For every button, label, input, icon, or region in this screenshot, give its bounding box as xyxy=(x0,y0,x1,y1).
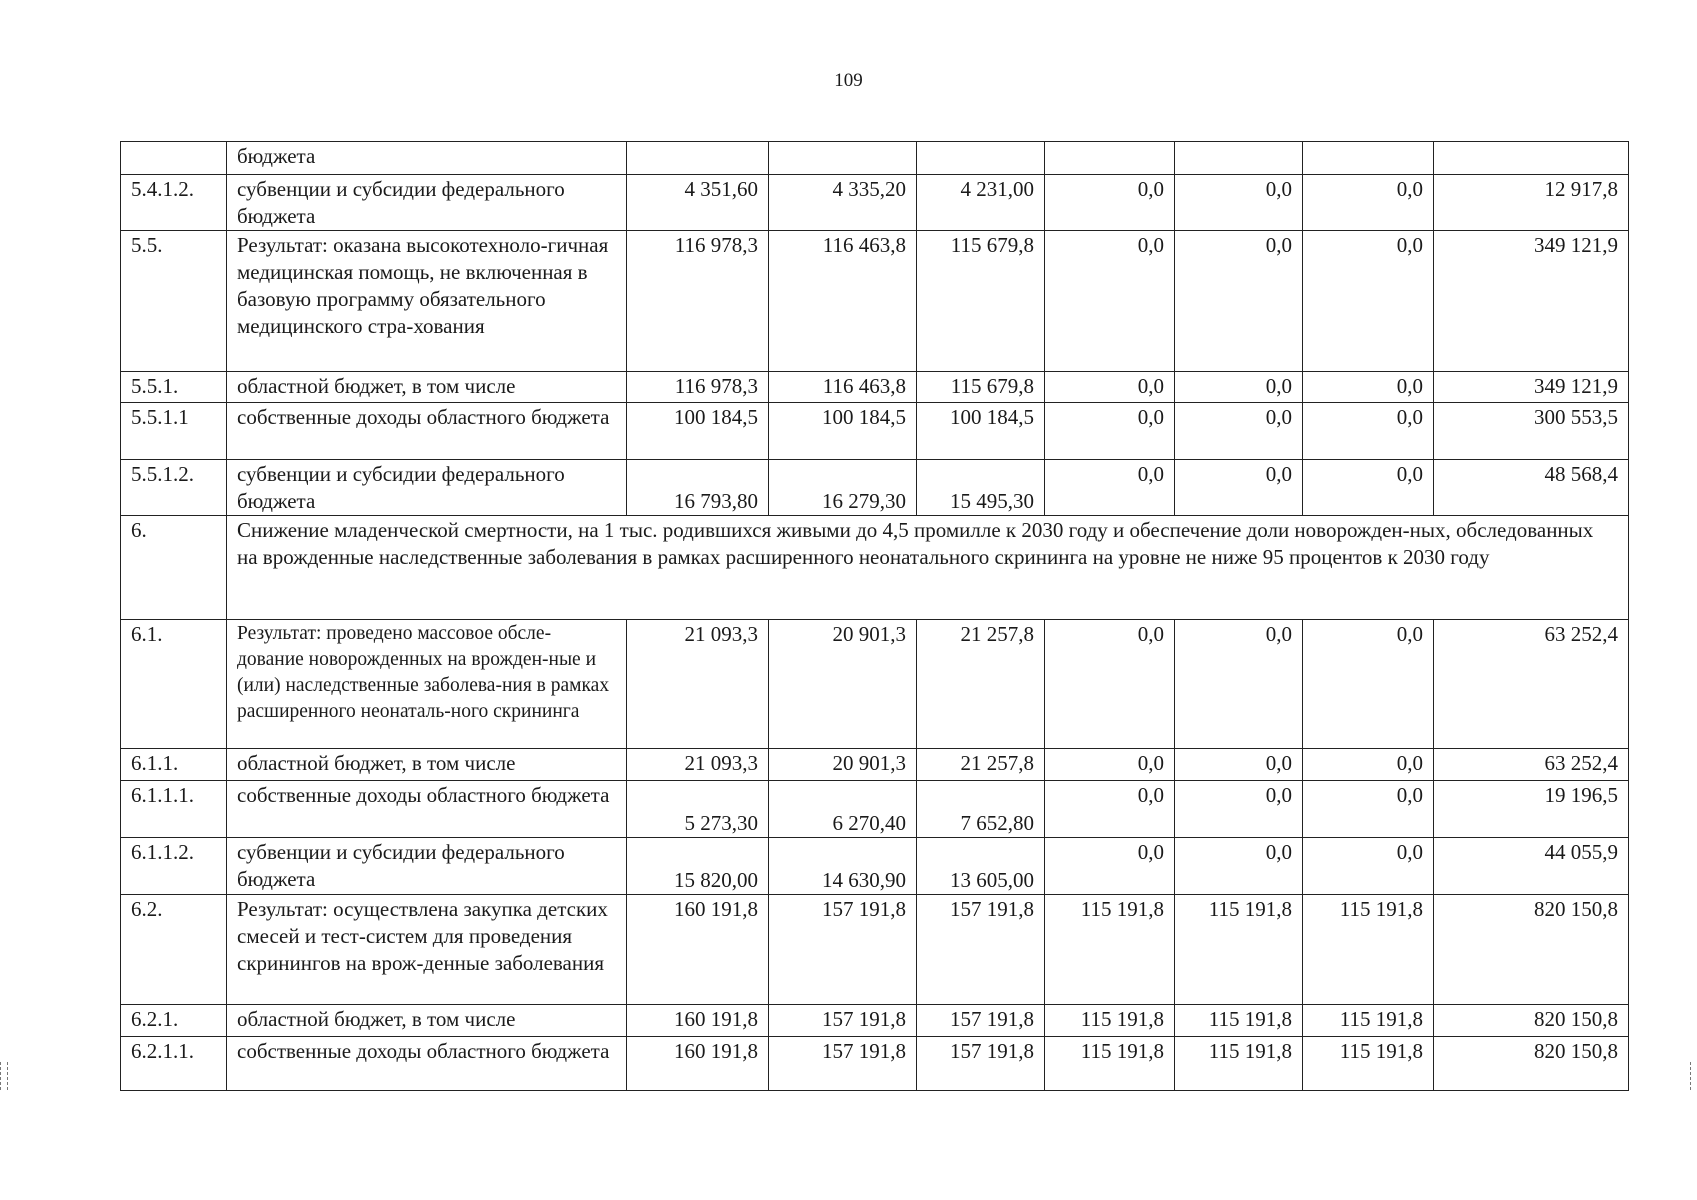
value-cell-col-3: 157 191,8 xyxy=(917,1005,1045,1037)
value-cell-col-7: 349 121,9 xyxy=(1434,231,1629,372)
table-row xyxy=(121,372,1629,403)
value-cell-col-2: 116 463,8 xyxy=(769,372,917,403)
value-cell-col-2: 16 279,30 xyxy=(769,460,917,516)
goal-text: Снижение младенческой смертности, на 1 тыс. родившихся живыми до 4,5 промилле к 2030 году и обеспечение доли новорожден-ных, обследованных на врожденные наследственные заболевания в рамках расширенного неонатального скрининга на уровне не ниже 95 процентов к 2030 году xyxy=(227,516,1629,620)
value-cell-col-7: 820 150,8 xyxy=(1434,1037,1629,1091)
value-cell-col-1: 21 093,3 xyxy=(627,620,769,749)
page-number: 109 xyxy=(834,70,863,91)
value-cell-col-4: 115 191,8 xyxy=(1045,1037,1175,1091)
value-cell-col-3: 21 257,8 xyxy=(917,620,1045,749)
row-name: субвенции и субсидии федерального бюджета xyxy=(227,175,627,231)
value-cell-col-6: 0,0 xyxy=(1303,460,1434,516)
value-cell-col-2 xyxy=(769,142,917,175)
value-cell-col-7: 19 196,5 xyxy=(1434,781,1629,838)
value-cell-col-6: 0,0 xyxy=(1303,372,1434,403)
value-cell-col-1: 16 793,80 xyxy=(627,460,769,516)
value-cell-col-1: 160 191,8 xyxy=(627,1005,769,1037)
row-name: субвенции и субсидии федерального бюджета xyxy=(227,460,627,516)
value-cell-col-4: 115 191,8 xyxy=(1045,895,1175,1005)
value-cell-col-1: 160 191,8 xyxy=(627,1037,769,1091)
row-code: 5.5.1. xyxy=(121,372,227,403)
value-cell-col-3: 100 184,5 xyxy=(917,403,1045,460)
row-name: собственные доходы областного бюджета xyxy=(227,781,627,838)
value-cell-col-5: 115 191,8 xyxy=(1175,895,1303,1005)
value-cell-col-5: 0,0 xyxy=(1175,460,1303,516)
value-cell-col-2: 20 901,3 xyxy=(769,620,917,749)
scan-edge-mark-left xyxy=(0,1062,8,1090)
value-cell-col-6: 115 191,8 xyxy=(1303,1037,1434,1091)
row-code: 6.2.1. xyxy=(121,1005,227,1037)
value-cell-col-3: 157 191,8 xyxy=(917,1037,1045,1091)
value-cell-col-5: 115 191,8 xyxy=(1175,1037,1303,1091)
value-cell-col-3: 21 257,8 xyxy=(917,749,1045,781)
value-cell-col-6: 0,0 xyxy=(1303,403,1434,460)
scan-edge-mark-right xyxy=(1690,1062,1697,1090)
value-cell-col-4: 0,0 xyxy=(1045,749,1175,781)
value-cell-col-3: 4 231,00 xyxy=(917,175,1045,231)
value-cell-col-5: 0,0 xyxy=(1175,749,1303,781)
table-row xyxy=(121,460,1629,516)
value-cell-col-6 xyxy=(1303,142,1434,175)
value-cell-col-2: 157 191,8 xyxy=(769,1005,917,1037)
value-cell-col-2: 4 335,20 xyxy=(769,175,917,231)
value-cell-col-2: 157 191,8 xyxy=(769,1037,917,1091)
value-cell-col-6: 0,0 xyxy=(1303,620,1434,749)
row-code: 6.1. xyxy=(121,620,227,749)
table-row xyxy=(121,781,1629,838)
value-cell-col-7: 63 252,4 xyxy=(1434,749,1629,781)
row-name: Результат: оказана высокотехноло-гичная медицинская помощь, не включенная в базовую программу обязательного медицинского стра-хования xyxy=(227,231,627,372)
row-name: областной бюджет, в том числе xyxy=(227,372,627,403)
value-cell-col-1: 160 191,8 xyxy=(627,895,769,1005)
value-cell-col-6: 0,0 xyxy=(1303,749,1434,781)
row-code: 6.1.1. xyxy=(121,749,227,781)
row-code: 5.5.1.2. xyxy=(121,460,227,516)
row-name: областной бюджет, в том числе xyxy=(227,749,627,781)
value-cell-col-4 xyxy=(1045,142,1175,175)
row-name: бюджета xyxy=(227,142,627,175)
value-cell-col-4: 0,0 xyxy=(1045,372,1175,403)
table-row xyxy=(121,895,1629,1005)
value-cell-col-4: 115 191,8 xyxy=(1045,1005,1175,1037)
value-cell-col-6: 0,0 xyxy=(1303,781,1434,838)
value-cell-col-7 xyxy=(1434,142,1629,175)
value-cell-col-7: 300 553,5 xyxy=(1434,403,1629,460)
row-code: 6.1.1.1. xyxy=(121,781,227,838)
value-cell-col-2: 100 184,5 xyxy=(769,403,917,460)
row-name: субвенции и субсидии федерального бюджета xyxy=(227,838,627,895)
value-cell-col-1: 100 184,5 xyxy=(627,403,769,460)
value-cell-col-3: 115 679,8 xyxy=(917,372,1045,403)
value-cell-col-5: 0,0 xyxy=(1175,175,1303,231)
value-cell-col-4: 0,0 xyxy=(1045,175,1175,231)
row-code: 6.2. xyxy=(121,895,227,1005)
row-name: Результат: проведено массовое обсле-дование новорожденных на врожден-ные и (или) наследственные заболева-ния в рамках расширенного неонаталь-ного скрининга xyxy=(227,620,627,749)
row-code: 6. xyxy=(121,516,227,620)
row-code: 6.1.1.2. xyxy=(121,838,227,895)
value-cell-col-4: 0,0 xyxy=(1045,403,1175,460)
table-row xyxy=(121,142,1629,175)
value-cell-col-6: 115 191,8 xyxy=(1303,895,1434,1005)
table-row xyxy=(121,231,1629,372)
row-code: 5.5. xyxy=(121,231,227,372)
value-cell-col-2: 157 191,8 xyxy=(769,895,917,1005)
value-cell-col-5: 0,0 xyxy=(1175,620,1303,749)
value-cell-col-1: 5 273,30 xyxy=(627,781,769,838)
table-row xyxy=(121,838,1629,895)
row-name: Результат: осуществлена закупка детских смесей и тест-систем для проведения скринингов на врож-денные заболевания xyxy=(227,895,627,1005)
value-cell-col-7: 820 150,8 xyxy=(1434,895,1629,1005)
value-cell-col-7: 48 568,4 xyxy=(1434,460,1629,516)
row-code: 5.4.1.2. xyxy=(121,175,227,231)
value-cell-col-1: 21 093,3 xyxy=(627,749,769,781)
value-cell-col-1 xyxy=(627,142,769,175)
value-cell-col-7: 349 121,9 xyxy=(1434,372,1629,403)
value-cell-col-5: 0,0 xyxy=(1175,403,1303,460)
value-cell-col-6: 0,0 xyxy=(1303,231,1434,372)
table-row xyxy=(121,175,1629,231)
value-cell-col-4: 0,0 xyxy=(1045,781,1175,838)
table-body-section-6 xyxy=(121,620,1629,1091)
value-cell-col-4: 0,0 xyxy=(1045,460,1175,516)
value-cell-col-5 xyxy=(1175,142,1303,175)
value-cell-col-6: 115 191,8 xyxy=(1303,1005,1434,1037)
value-cell-col-3: 13 605,00 xyxy=(917,838,1045,895)
value-cell-col-6: 0,0 xyxy=(1303,838,1434,895)
row-code: 5.5.1.1 xyxy=(121,403,227,460)
value-cell-col-4: 0,0 xyxy=(1045,620,1175,749)
value-cell-col-7: 12 917,8 xyxy=(1434,175,1629,231)
table-row xyxy=(121,749,1629,781)
row-code xyxy=(121,142,227,175)
table-body-section-5 xyxy=(121,142,1629,516)
value-cell-col-1: 4 351,60 xyxy=(627,175,769,231)
value-cell-col-5: 0,0 xyxy=(1175,781,1303,838)
row-code: 6.2.1.1. xyxy=(121,1037,227,1091)
value-cell-col-5: 0,0 xyxy=(1175,231,1303,372)
table-body-goal xyxy=(121,516,1629,620)
row-name: собственные доходы областного бюджета xyxy=(227,403,627,460)
value-cell-col-4: 0,0 xyxy=(1045,838,1175,895)
value-cell-col-7: 63 252,4 xyxy=(1434,620,1629,749)
value-cell-col-1: 15 820,00 xyxy=(627,838,769,895)
table-row-goal xyxy=(121,516,1629,620)
value-cell-col-1: 116 978,3 xyxy=(627,372,769,403)
value-cell-col-3: 157 191,8 xyxy=(917,895,1045,1005)
table-row xyxy=(121,1037,1629,1091)
budget-table xyxy=(120,141,1629,1091)
value-cell-col-5: 0,0 xyxy=(1175,838,1303,895)
value-cell-col-3: 115 679,8 xyxy=(917,231,1045,372)
table-row xyxy=(121,620,1629,749)
value-cell-col-6: 0,0 xyxy=(1303,175,1434,231)
table-row xyxy=(121,403,1629,460)
value-cell-col-2: 20 901,3 xyxy=(769,749,917,781)
table-row xyxy=(121,1005,1629,1037)
value-cell-col-4: 0,0 xyxy=(1045,231,1175,372)
value-cell-col-7: 44 055,9 xyxy=(1434,838,1629,895)
value-cell-col-3: 15 495,30 xyxy=(917,460,1045,516)
value-cell-col-7: 820 150,8 xyxy=(1434,1005,1629,1037)
value-cell-col-2: 116 463,8 xyxy=(769,231,917,372)
value-cell-col-5: 0,0 xyxy=(1175,372,1303,403)
value-cell-col-1: 116 978,3 xyxy=(627,231,769,372)
value-cell-col-3: 7 652,80 xyxy=(917,781,1045,838)
row-name: собственные доходы областного бюджета xyxy=(227,1037,627,1091)
value-cell-col-2: 6 270,40 xyxy=(769,781,917,838)
value-cell-col-3 xyxy=(917,142,1045,175)
value-cell-col-2: 14 630,90 xyxy=(769,838,917,895)
value-cell-col-5: 115 191,8 xyxy=(1175,1005,1303,1037)
row-name: областной бюджет, в том числе xyxy=(227,1005,627,1037)
